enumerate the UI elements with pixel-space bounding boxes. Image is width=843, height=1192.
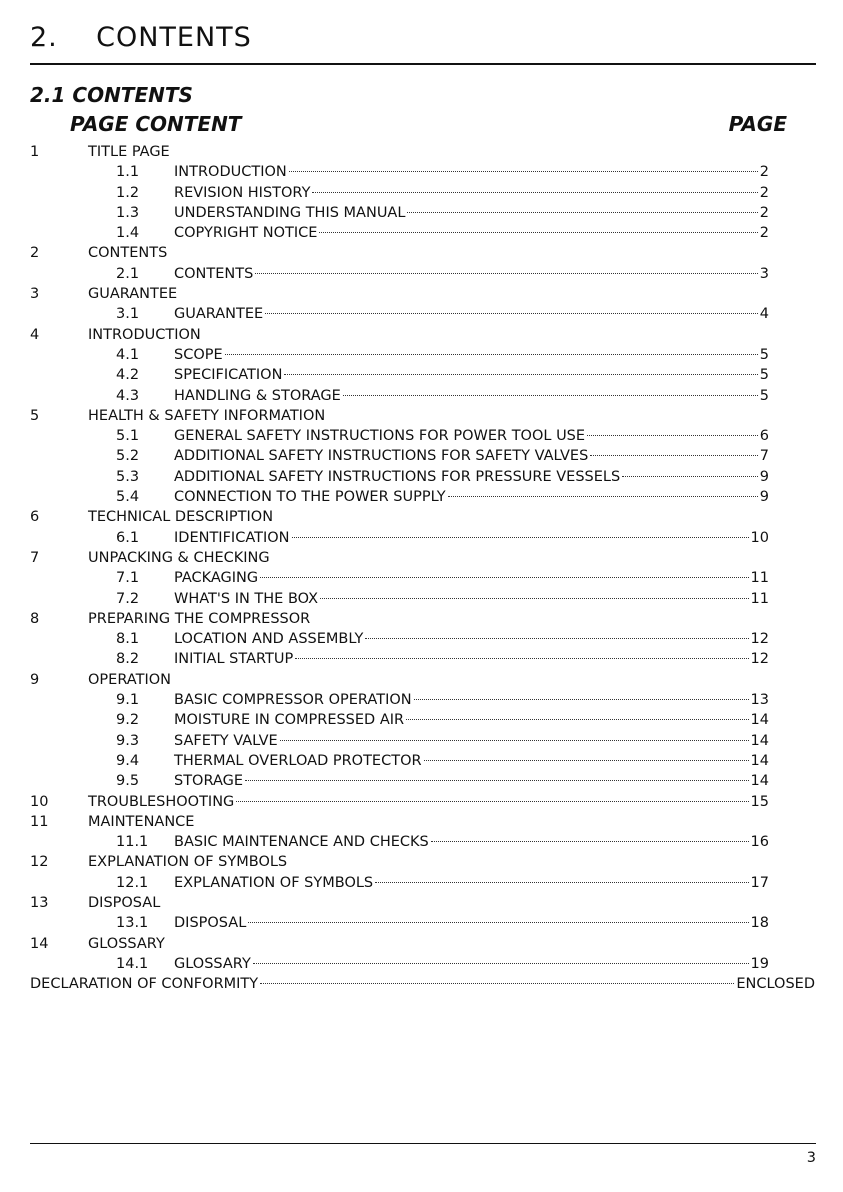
dot-leader [236,801,748,802]
toc-section-row [30,548,815,568]
toc-entry[interactable] [116,386,769,406]
entry-number: 8.1 [116,631,140,648]
entry-title: REVISION HISTORY [174,184,311,201]
toc-section-row [30,243,815,263]
entry-page: 10 [750,529,769,546]
toc-entry[interactable] [116,710,769,730]
section-number: 14 [30,935,49,952]
dot-leader [245,780,749,781]
entry-page: 2 [759,164,769,181]
entry-title: HANDLING & STORAGE [174,387,341,404]
entry-page: 12 [750,631,769,648]
toc-entry[interactable] [116,223,769,243]
entry-page: 9 [759,468,769,485]
entry-title: BASIC COMPRESSOR OPERATION [174,692,412,709]
section-title: TROUBLESHOOTING [88,793,235,810]
entry-page: 15 [750,793,769,810]
dot-leader [255,273,757,274]
toc-entry-row [30,913,815,933]
entry-number: 5.1 [116,428,140,445]
entry-page: 16 [750,834,769,851]
entry-number: 4.1 [116,346,140,363]
section-title[interactable]: PREPARING THE COMPRESSOR [88,610,311,627]
entry-number: 1.3 [116,204,140,221]
toc-entry-row [30,568,815,588]
entry-page: 7 [759,448,769,465]
section-title[interactable]: DISPOSAL [88,894,161,911]
toc-entry-row [30,974,815,994]
toc-entry[interactable] [116,568,769,588]
dot-leader [319,232,757,233]
entry-title: GUARANTEE [174,306,264,323]
toc-entry-row [30,467,815,487]
toc-entry-row [30,264,815,284]
toc-entry[interactable] [116,183,769,203]
dot-leader [312,192,757,193]
section-title[interactable]: EXPLANATION OF SYMBOLS [88,854,288,871]
section-number: 12 [30,854,49,871]
entry-title: INTRODUCTION [174,164,287,181]
toc-entry[interactable] [116,203,769,223]
toc-entry-row [30,629,815,649]
toc-entry-row [30,589,815,609]
section-title[interactable]: UNPACKING & CHECKING [88,549,270,566]
toc-entry[interactable] [116,365,769,385]
entry-page: 17 [750,874,769,891]
bottom-divider [30,1143,816,1144]
toc-entry-row [30,873,815,893]
toc-entry[interactable] [116,162,769,182]
entry-page: 14 [750,712,769,729]
entry-number: 9.4 [116,752,140,769]
dot-leader [406,719,748,720]
entry-page: 6 [759,428,769,445]
dot-leader [292,537,749,538]
toc-entry[interactable] [116,954,769,974]
entry-number: 9.2 [116,712,140,729]
entry-title: GLOSSARY [174,955,251,972]
toc-entry[interactable] [116,426,769,446]
entry-page: 4 [759,306,769,323]
dot-leader [365,638,748,639]
section-number: 6 [30,509,40,526]
toc-entry[interactable] [116,589,769,609]
entry-page: 9 [759,489,769,506]
section-number: 1 [30,144,40,160]
toc-entry-row [30,710,815,730]
toc-entry-row [30,426,815,446]
entry-title: COPYRIGHT NOTICE [174,225,318,242]
entry-page: 11 [750,570,769,587]
dot-leader [248,922,748,923]
toc-section-row [30,609,815,629]
entry-number: 9.1 [116,692,140,709]
entry-title: ADDITIONAL SAFETY INSTRUCTIONS FOR PRESSURE VESSELS [174,468,621,485]
section-title[interactable]: TECHNICAL DESCRIPTION [88,509,274,526]
entry-title: BASIC MAINTENANCE AND CHECKS [174,834,429,851]
dot-leader [375,882,748,883]
toc-entry-row [30,365,815,385]
toc-entry-row [30,487,815,507]
toc-section-row [30,812,815,832]
dot-leader [280,740,749,741]
toc-entry[interactable] [116,873,769,893]
section-title[interactable]: GUARANTEE [88,286,178,303]
toc-entry[interactable] [88,792,769,812]
toc-entry-row [30,751,815,771]
toc-entry[interactable] [116,467,769,487]
top-divider [30,63,816,65]
dot-leader [320,598,748,599]
entry-title: INITIAL STARTUP [174,651,294,668]
entry-number: 14.1 [116,955,149,972]
toc-entry-row [30,954,815,974]
entry-number: 4.3 [116,387,140,404]
entry-page: 13 [750,692,769,709]
entry-title: DISPOSAL [174,915,247,932]
dot-leader [431,841,749,842]
table-of-contents [30,142,815,994]
toc-section-row [30,507,815,527]
entry-number: 1.4 [116,225,140,242]
entry-number: 8.2 [116,651,140,668]
entry-page: 14 [750,752,769,769]
entry-title: UNDERSTANDING THIS MANUAL [174,204,406,221]
entry-number: 7.1 [116,570,140,587]
section-number: 2 [30,245,40,262]
toc-entry[interactable] [116,345,769,365]
entry-page: 14 [750,773,769,790]
entry-number: 5.2 [116,448,140,465]
dot-leader [289,171,758,172]
dot-leader [295,658,748,659]
toc-entry-row [30,832,815,852]
toc-entry[interactable] [116,731,769,751]
toc-entry-row [30,731,815,751]
toc-entry[interactable] [116,913,769,933]
entry-title: WHAT'S IN THE BOX [174,590,319,607]
entry-title: IDENTIFICATION [174,529,290,546]
toc-section-row [30,284,815,304]
section-number: 5 [30,407,40,424]
section-title[interactable]: HEALTH & SAFETY INFORMATION [88,407,326,424]
entry-number: 5.3 [116,468,140,485]
entry-page: 14 [750,732,769,749]
toc-entry-row [30,690,815,710]
toc-entry-row [30,771,815,791]
section-number: 3 [30,286,40,303]
entry-number: 2.1 [116,265,140,282]
entry-number: 1.2 [116,184,140,201]
dot-leader [424,760,749,761]
entry-number: 1.1 [116,164,140,181]
toc-entry-row [30,446,815,466]
toc-section-row [30,852,815,872]
toc-section-row [30,893,815,913]
toc-entry[interactable] [116,264,769,284]
toc-entry[interactable] [116,771,769,791]
toc-entry[interactable] [116,832,769,852]
dot-leader [590,455,757,456]
toc-entry-row [30,223,815,243]
entry-page: 11 [750,590,769,607]
entry-page: 5 [759,387,769,404]
entry-title: ADDITIONAL SAFETY INSTRUCTIONS FOR SAFETY VALVES [174,448,589,465]
entry-title: LOCATION AND ASSEMBLY [174,631,364,648]
section-number: 13 [30,894,49,911]
column-header-content: PAGE CONTENT [70,112,242,136]
page-number: 3 [806,1150,816,1166]
dot-leader [284,374,757,375]
toc-entry-row [30,183,815,203]
entry-title: CONTENTS [174,265,254,282]
entry-number: 5.4 [116,489,140,506]
entry-title: THERMAL OVERLOAD PROTECTOR [174,752,422,769]
section-number: 8 [30,610,40,627]
dot-leader [225,354,758,355]
entry-title: CONNECTION TO THE POWER SUPPLY [174,489,446,506]
dot-leader [448,496,758,497]
entry-title: SCOPE [174,346,223,363]
entry-title: SPECIFICATION [174,367,283,384]
toc-entry-row [30,649,815,669]
dot-leader [253,963,749,964]
entry-number: 4.2 [116,367,140,384]
dot-leader [407,212,757,213]
section-number: 9 [30,671,40,688]
section-title[interactable]: MAINTENANCE [88,813,195,830]
dot-leader [414,699,749,700]
section-title[interactable]: INTRODUCTION [88,326,201,343]
toc-section-row [30,670,815,690]
entry-page: 19 [750,955,769,972]
section-heading: 2.1 CONTENTS [30,83,193,107]
entry-title: SAFETY VALVE [174,732,278,749]
entry-number: 3.1 [116,306,140,323]
toc-entry[interactable] [116,528,769,548]
section-number: 7 [30,549,40,566]
toc-entry[interactable] [116,751,769,771]
entry-title: EXPLANATION OF SYMBOLS [174,874,374,891]
entry-title: GENERAL SAFETY INSTRUCTIONS FOR POWER TOOL USE [174,428,586,445]
entry-number: 12.1 [116,874,149,891]
entry-page: 5 [759,367,769,384]
column-header-page: PAGE [728,112,787,136]
toc-entry-row [30,304,815,324]
entry-page: 3 [759,265,769,282]
dot-leader [587,435,758,436]
toc-section-row [30,792,815,812]
dot-leader [265,313,758,314]
entry-number: 9.5 [116,773,140,790]
entry-number: 13.1 [116,915,149,932]
entry-number: 7.2 [116,590,140,607]
entry-page: 12 [750,651,769,668]
toc-entry-row [30,162,815,182]
entry-page: 2 [759,225,769,242]
toc-entry[interactable] [116,487,769,507]
toc-entry-row [30,345,815,365]
section-title[interactable]: TITLE PAGE [88,144,170,160]
entry-title: DECLARATION OF CONFORMITY [30,976,259,993]
page-title: 2. CONTENTS [30,22,252,53]
entry-number: 9.3 [116,732,140,749]
toc-entry-row [30,203,815,223]
section-title[interactable]: CONTENTS [88,245,168,262]
toc-section-row [30,406,815,426]
entry-page: ENCLOSED [736,976,815,993]
toc-entry-row [30,528,815,548]
toc-section-row [30,142,815,162]
toc-entry[interactable] [116,690,769,710]
toc-entry-row [30,386,815,406]
toc-entry[interactable] [116,629,769,649]
section-number: 10 [30,793,49,810]
toc-entry[interactable] [116,304,769,324]
entry-page: 18 [750,915,769,932]
dot-leader [260,577,748,578]
entry-number: 11.1 [116,834,149,851]
toc-entry[interactable] [116,649,769,669]
toc-section-row [30,325,815,345]
dot-leader [343,395,758,396]
section-number: 4 [30,326,40,343]
declaration-entry[interactable] [30,974,815,994]
toc-entry[interactable] [116,446,769,466]
section-title[interactable]: OPERATION [88,671,171,688]
section-title[interactable]: GLOSSARY [88,935,165,952]
entry-page: 2 [759,204,769,221]
entry-page: 5 [759,346,769,363]
toc-section-row [30,934,815,954]
dot-leader [260,983,734,984]
entry-title: MOISTURE IN COMPRESSED AIR [174,712,405,729]
entry-number: 6.1 [116,529,140,546]
entry-title: STORAGE [174,773,244,790]
section-number: 11 [30,813,49,830]
entry-title: PACKAGING [174,570,259,587]
entry-page: 2 [759,184,769,201]
dot-leader [622,476,758,477]
